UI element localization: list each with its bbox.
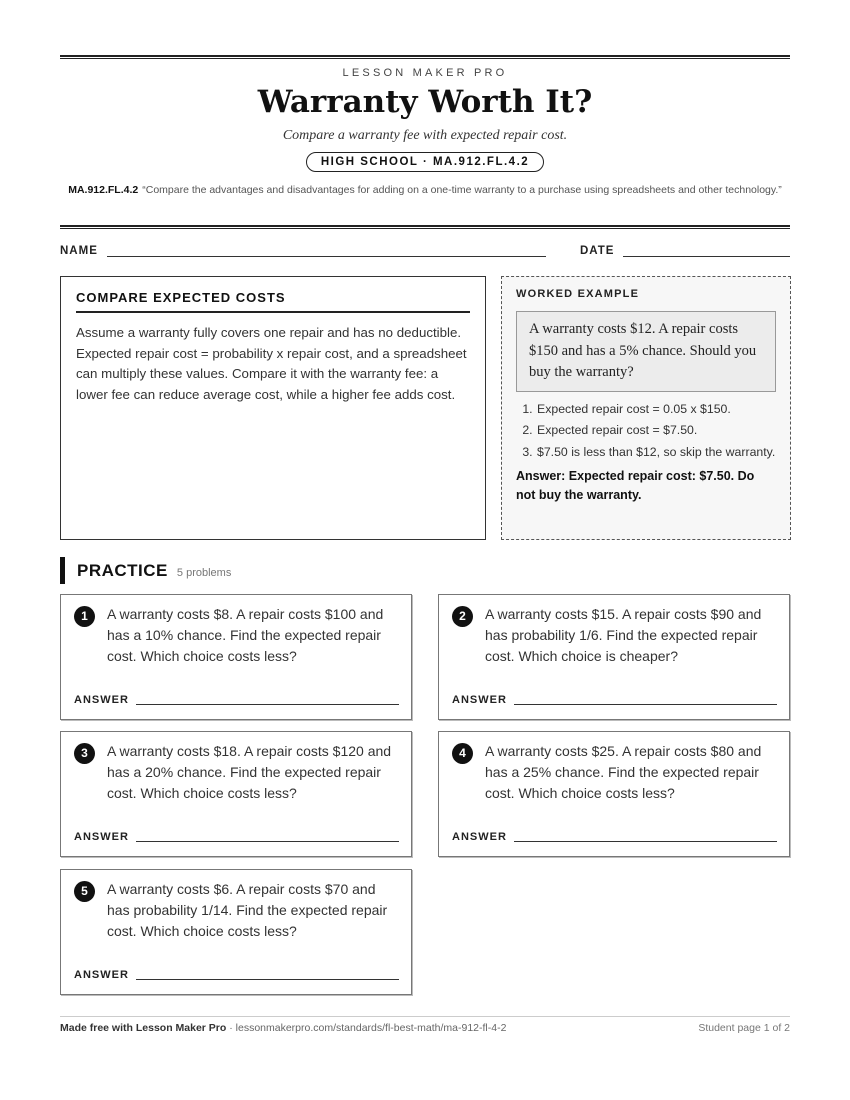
answer-label: ANSWER: [74, 831, 129, 843]
concept-body: Assume a warranty fully covers one repair and has no deductible. Expected repair cost = probability x repair cost, and a spreadsheet can multiply these values. Compare it with the warranty fee: a lower fee can reduce average cost, while a higher fee adds cost.: [76, 325, 467, 402]
answer-label: ANSWER: [452, 694, 507, 706]
practice-title: PRACTICE: [77, 560, 168, 580]
worked-example-box: [501, 276, 791, 540]
problem-number-badge: 5: [74, 881, 95, 902]
header-top-rule: [60, 55, 790, 59]
standard-code: MA.912.FL.4.2: [68, 184, 139, 196]
footer-page-number: Student page 1 of 2: [698, 1022, 790, 1034]
problem-number-badge: 2: [452, 606, 473, 627]
practice-count: 5 problems: [176, 566, 232, 579]
problem-text: A warranty costs $15. A repair costs $90 and has probability 1/6. Find the expected repair cost. Which choice is cheaper?: [485, 606, 762, 664]
practice-heading: [60, 557, 231, 584]
header-bottom-rule: [60, 225, 790, 229]
problem-text: A warranty costs $25. A repair costs $80 and has a 25% chance. Find the expected repair cost. Which choice costs less?: [485, 743, 762, 801]
problem-number-badge: 4: [452, 743, 473, 764]
footer-rule: [60, 1016, 790, 1017]
answer-label: ANSWER: [74, 969, 129, 981]
answer-line[interactable]: [514, 704, 777, 705]
answer-line[interactable]: [136, 704, 399, 705]
worked-example-step: 2. Expected repair cost = $7.50.: [536, 420, 776, 442]
worked-example-heading: WORKED EXAMPLE: [516, 288, 640, 300]
footer-credit: [60, 1022, 506, 1034]
concept-heading: COMPARE EXPECTED COSTS: [76, 290, 470, 313]
problem-card: [60, 869, 412, 995]
standard-description: [60, 182, 790, 198]
grade-standard-badge: HIGH SCHOOL · MA.912.FL.4.2: [306, 152, 544, 172]
answer-line[interactable]: [514, 841, 777, 842]
brand-name: LESSON MAKER PRO: [342, 67, 508, 79]
page-title: Warranty Worth It?: [257, 84, 593, 120]
worked-example-answer: Answer: Expected repair cost: $7.50. Do not buy the warranty.: [516, 469, 755, 502]
footer-url[interactable]: · lessonmakerpro.com/standards/fl-best-math/ma-912-fl-4-2: [226, 1022, 507, 1034]
page-subtitle: Compare a warranty fee with expected repair cost.: [282, 128, 568, 143]
date-label: DATE: [580, 245, 615, 257]
name-field-line[interactable]: [107, 256, 546, 257]
worked-example-question: A warranty costs $12. A repair costs $150 and has a 5% chance. Should you buy the warranty?: [516, 311, 776, 392]
concept-box: [60, 276, 486, 540]
footer-made-with: Made free with Lesson Maker Pro: [60, 1022, 227, 1034]
problem-card: [438, 731, 790, 857]
problem-number-badge: 1: [74, 606, 95, 627]
worked-example-step: 1. Expected repair cost = 0.05 x $150.: [536, 399, 776, 421]
problem-text: A warranty costs $6. A repair costs $70 and has probability 1/14. Find the expected repair cost. Which choice costs less?: [107, 881, 388, 939]
problem-card: [60, 594, 412, 720]
worked-example-step: 3. $7.50 is less than $12, so skip the warranty.: [536, 442, 776, 464]
problem-card: [438, 594, 790, 720]
standard-text: “Compare the advantages and disadvantages for adding on a one-time warranty to a purchase using spreadsheets and other technology.”: [142, 184, 782, 196]
date-field-line[interactable]: [623, 256, 790, 257]
problem-card: [60, 731, 412, 857]
name-label: NAME: [60, 245, 98, 257]
answer-label: ANSWER: [74, 694, 129, 706]
answer-label: ANSWER: [452, 831, 507, 843]
worked-example-steps: [516, 399, 776, 464]
problem-text: A warranty costs $18. A repair costs $120 and has a 20% chance. Find the expected repair cost. Which choice costs less?: [107, 743, 392, 801]
problem-text: A warranty costs $8. A repair costs $100 and has a 10% chance. Find the expected repair cost. Which choice costs less?: [107, 606, 384, 664]
problem-number-badge: 3: [74, 743, 95, 764]
answer-line[interactable]: [136, 979, 399, 980]
answer-line[interactable]: [136, 841, 399, 842]
